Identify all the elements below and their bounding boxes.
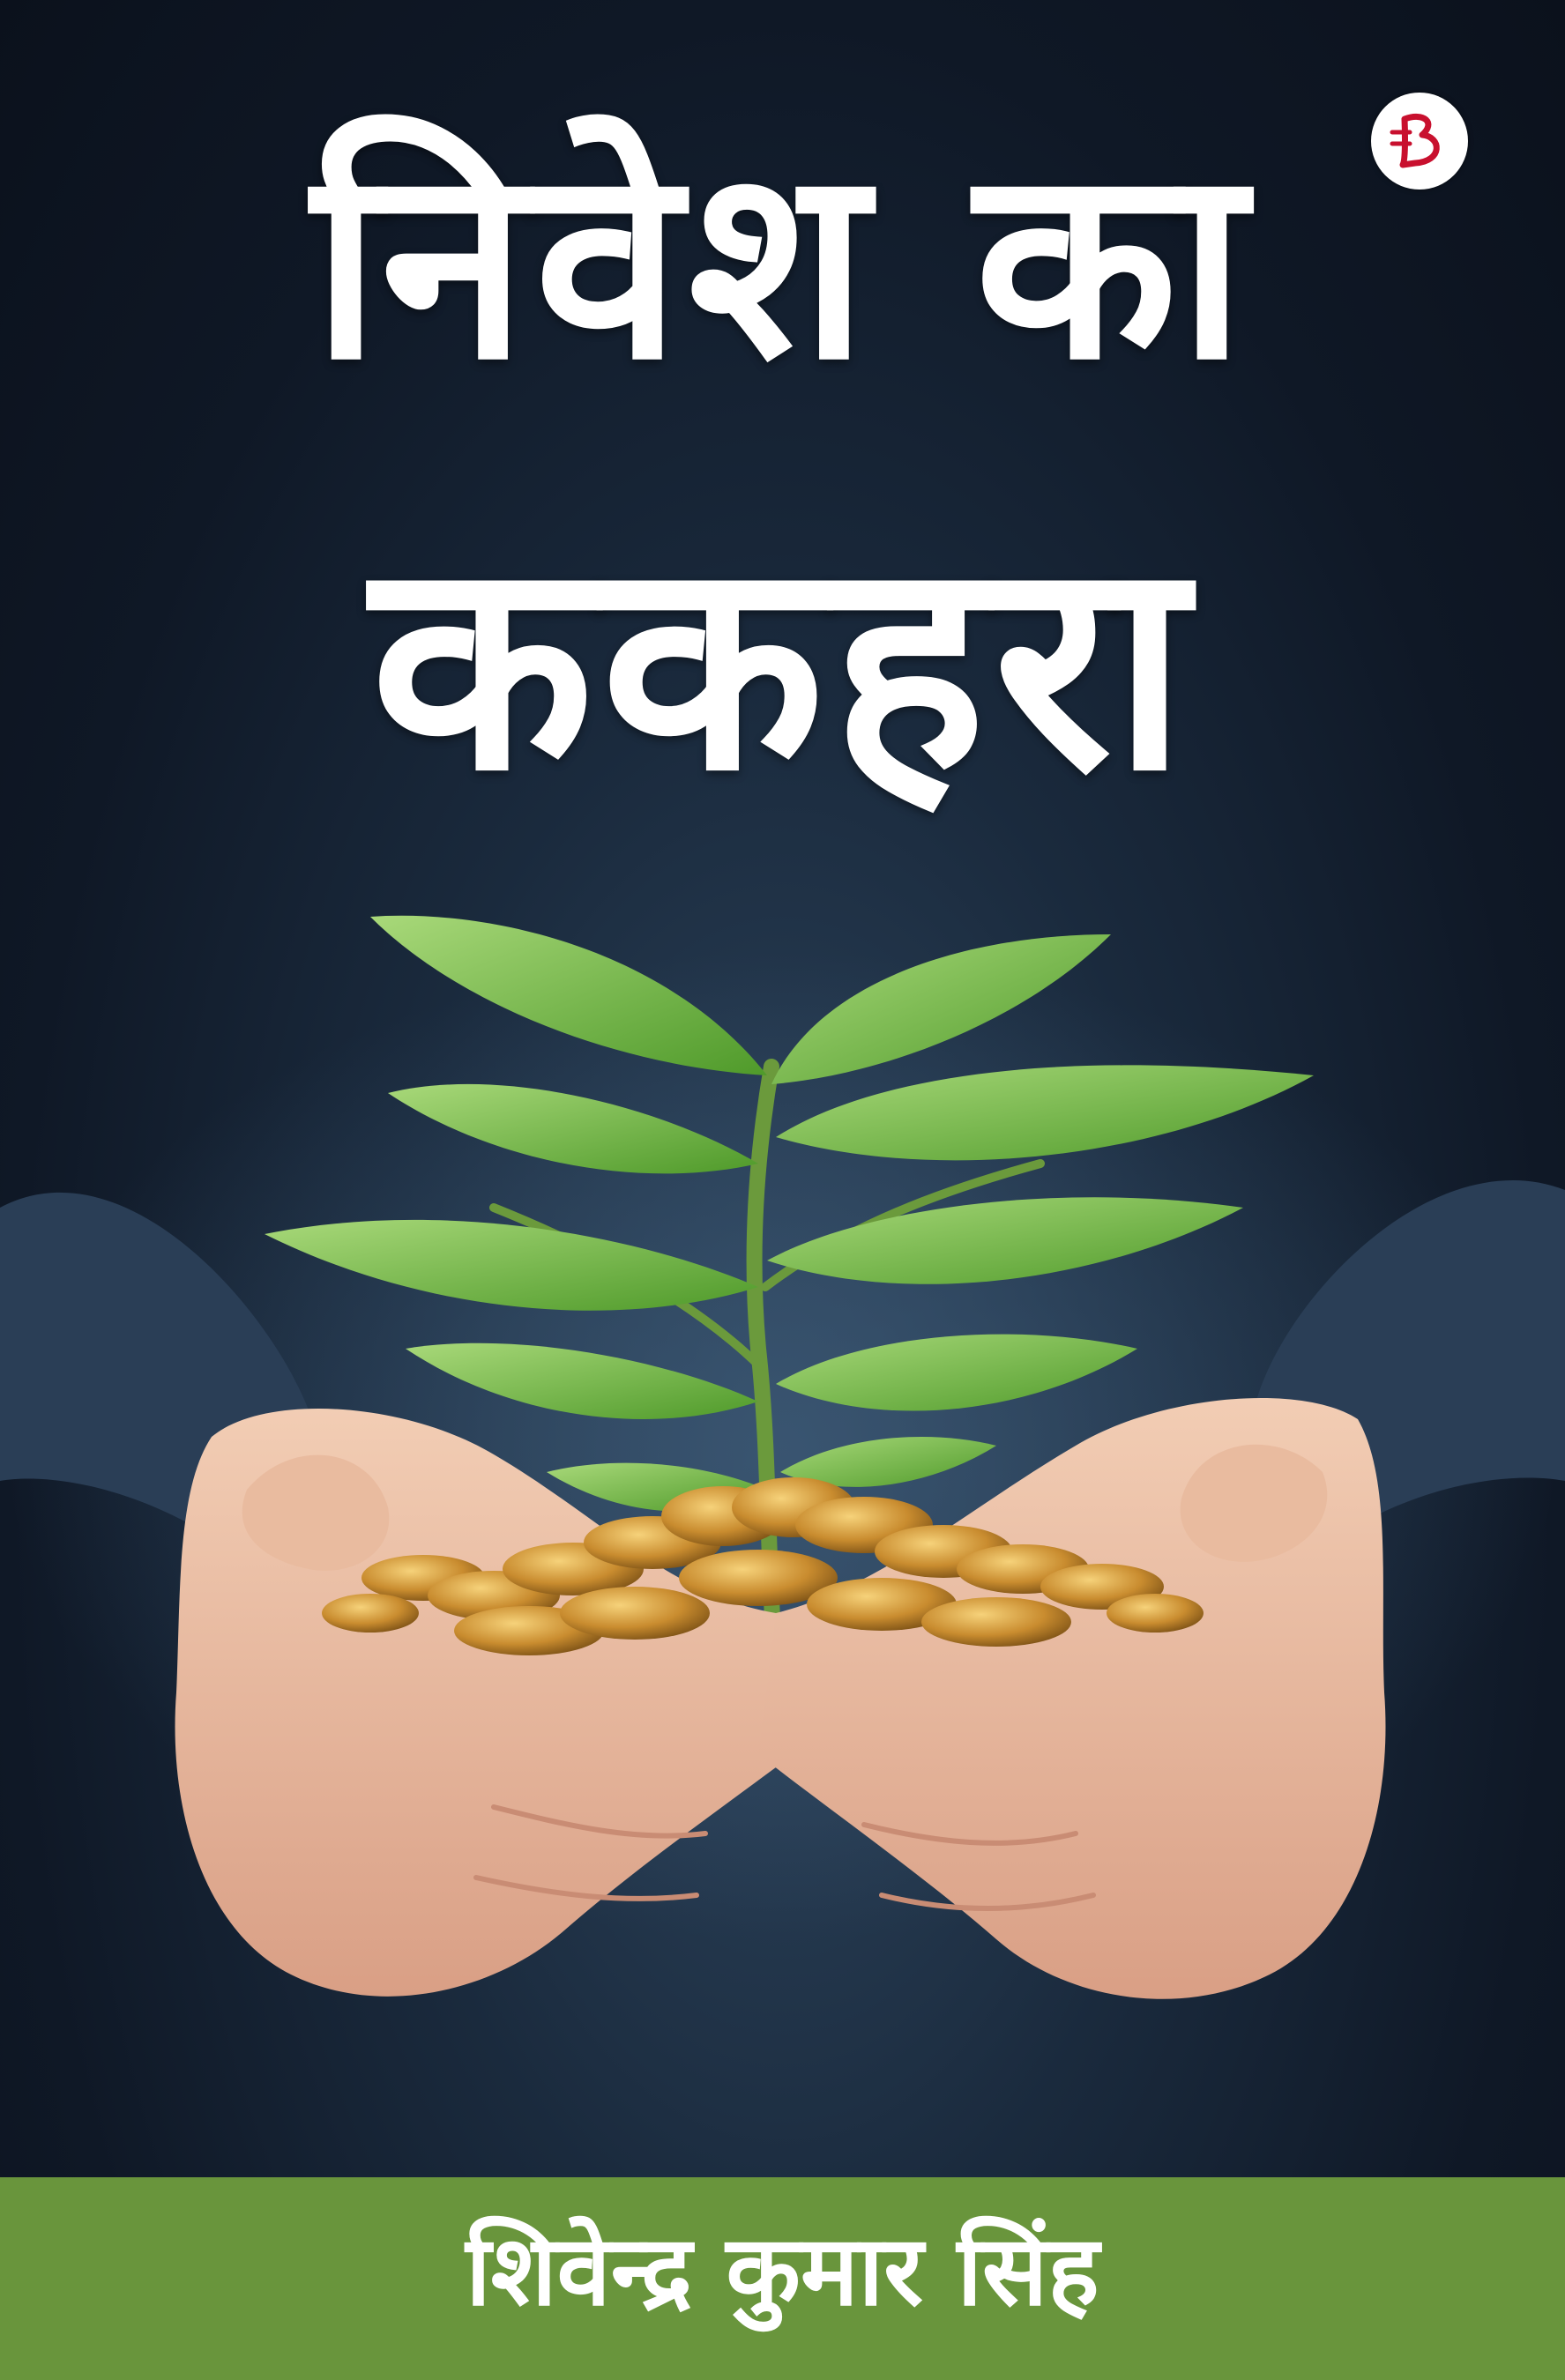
title-line-2: ककहरा — [370, 496, 1195, 835]
cover-illustration — [0, 873, 1565, 2177]
title-line-1: निवेश का — [311, 110, 1254, 418]
author-name: शिवेन्द्र कुमार सिंह — [466, 2214, 1099, 2327]
